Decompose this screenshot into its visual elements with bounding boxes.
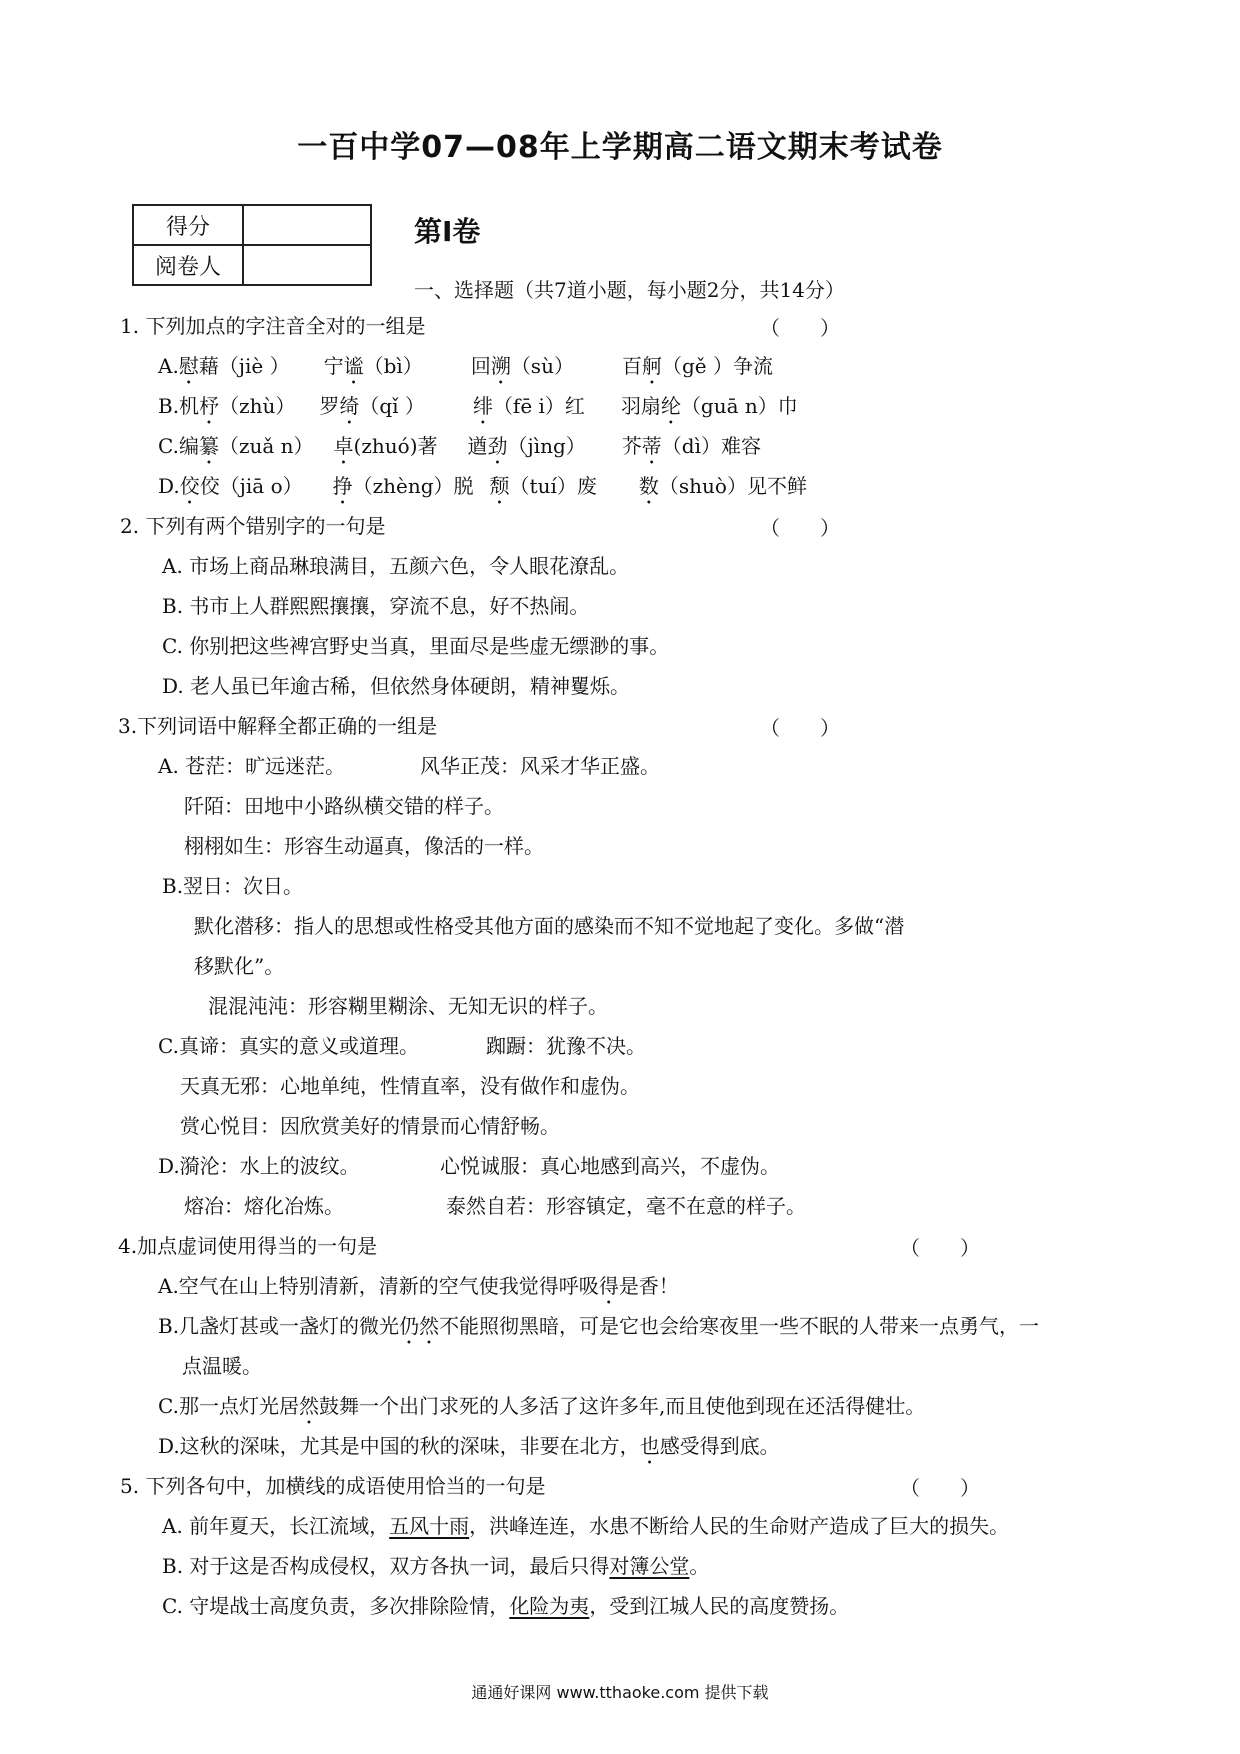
grader-label: 阅卷人 (133, 245, 243, 285)
q5-stem: 5. 下列各句中，加横线的成语使用恰当的一句是 (120, 1474, 546, 1498)
volume-heading: 第Ⅰ卷 (414, 215, 481, 248)
q3-stem: 3.下列词语中解释全都正确的一组是 (118, 714, 438, 738)
q3-d-4: 泰然自若：形容镇定，毫不在意的样子。 (446, 1194, 806, 1218)
q5-answer-paren: （ ） (900, 1476, 980, 1500)
q3-b-2: 默化潜移：指人的思想或性格受其他方面的感染而不知不觉地起了变化。多做“潜 (194, 914, 905, 938)
q4-option-a: A.空气在山上特别清新，清新的空气使我觉得呼吸得是香！ (158, 1274, 679, 1298)
q3-b-3: 移默化”。 (194, 954, 285, 978)
q3-c-1: C.真谛：真实的意义或道理。 (158, 1034, 419, 1058)
score-table (132, 204, 372, 286)
q4-answer-paren: （ ） (900, 1236, 980, 1260)
q1-option-c: C.编纂（zuǎ n） 卓(zhuó)著 遒劲（jìng） 芥蒂（dì）难容 (158, 434, 761, 458)
q3-a-3: 阡陌：田地中小路纵横交错的样子。 (184, 794, 504, 818)
grader-cell (243, 245, 371, 285)
q3-d-1: D.漪沦：水上的波纹。 (158, 1154, 360, 1178)
q1-stem: 1. 下列加点的字注音全对的一组是 (120, 314, 426, 338)
q2-option-d: D. 老人虽已年逾古稀，但依然身体硬朗，精神矍烁。 (162, 674, 631, 698)
q1-option-b: B.机杼（zhù） 罗绮（qǐ ） 绯（fē i）红 羽扇纶（guā n）巾 (158, 394, 798, 418)
score-cell (243, 205, 371, 245)
q4-option-c: C.那一点灯光居然鼓舞一个出门求死的人多活了这许多年,而且使他到现在还活得健壮。 (158, 1394, 926, 1418)
q3-a-4: 栩栩如生：形容生动逼真，像活的一样。 (184, 834, 544, 858)
q1-answer-paren: （ ） (760, 316, 840, 340)
q4-stem: 4.加点虚词使用得当的一句是 (118, 1234, 378, 1258)
exam-title: 一百中学07—08年上学期高二语文期末考试卷 (297, 130, 943, 165)
q3-d-2: 心悦诚服：真心地感到高兴，不虚伪。 (440, 1154, 780, 1178)
q2-option-a: A. 市场上商品琳琅满目，五颜六色，令人眼花潦乱。 (162, 554, 630, 578)
q3-a-1: A. 苍茫：旷远迷茫。 (158, 754, 346, 778)
q3-c-2: 踟蹰：犹豫不决。 (486, 1034, 646, 1058)
q5-option-a: A. 前年夏天，长江流域，五风十雨，洪峰连连，水患不断给人民的生命财产造成了巨大的损失。 (162, 1514, 1010, 1538)
score-label: 得分 (133, 205, 243, 245)
q4-option-b: B.几盏灯甚或一盏灯的微光仍然不能照彻黑暗，可是它也会给寒夜里一些不眠的人带来一点勇气，一 (158, 1314, 1040, 1338)
page-footer: 通通好课网 www.tthaoke.com 提供下载 (471, 1683, 769, 1702)
q5-option-c: C. 守堤战士高度负责，多次排除险情，化险为夷，受到江城人民的高度赞扬。 (162, 1594, 850, 1618)
q3-b-4: 混混沌沌：形容糊里糊涂、无知无识的样子。 (208, 994, 608, 1018)
q3-a-2: 风华正茂：风采才华正盛。 (420, 754, 660, 778)
q4-option-d: D.这秋的深味，尤其是中国的秋的深味，非要在北方，也感受得到底。 (158, 1434, 780, 1458)
q2-option-c: C. 你别把这些裨宫野史当真，里面尽是些虚无缥渺的事。 (162, 634, 670, 658)
section-heading: 一、选择题（共7道小题，每小题2分，共14分） (414, 278, 845, 302)
q1-option-a: A.慰藉（jiè ） 宁谧（bì） 回溯（sù） 百舸（gě ）争流 (158, 354, 773, 378)
q3-b-1: B.翌日：次日。 (162, 874, 304, 898)
q3-d-3: 熔冶：熔化冶炼。 (184, 1194, 344, 1218)
q2-answer-paren: （ ） (760, 516, 840, 540)
q3-answer-paren: （ ） (760, 716, 840, 740)
q3-c-3: 天真无邪：心地单纯，性情直率，没有做作和虚伪。 (180, 1074, 640, 1098)
q2-option-b: B. 书市上人群熙熙攘攘，穿流不息，好不热闹。 (162, 594, 590, 618)
q1-option-d: D.佼佼（jiā o） 挣（zhèng）脱 颓（tuí）废 数（shuò）见不鲜 (158, 474, 807, 498)
q2-stem: 2. 下列有两个错别字的一句是 (120, 514, 386, 538)
q5-option-b: B. 对于这是否构成侵权，双方各执一词，最后只得对簿公堂。 (162, 1554, 710, 1578)
q3-c-4: 赏心悦目：因欣赏美好的情景而心情舒畅。 (180, 1114, 560, 1138)
q4-option-b-cont: 点温暖。 (182, 1354, 262, 1378)
